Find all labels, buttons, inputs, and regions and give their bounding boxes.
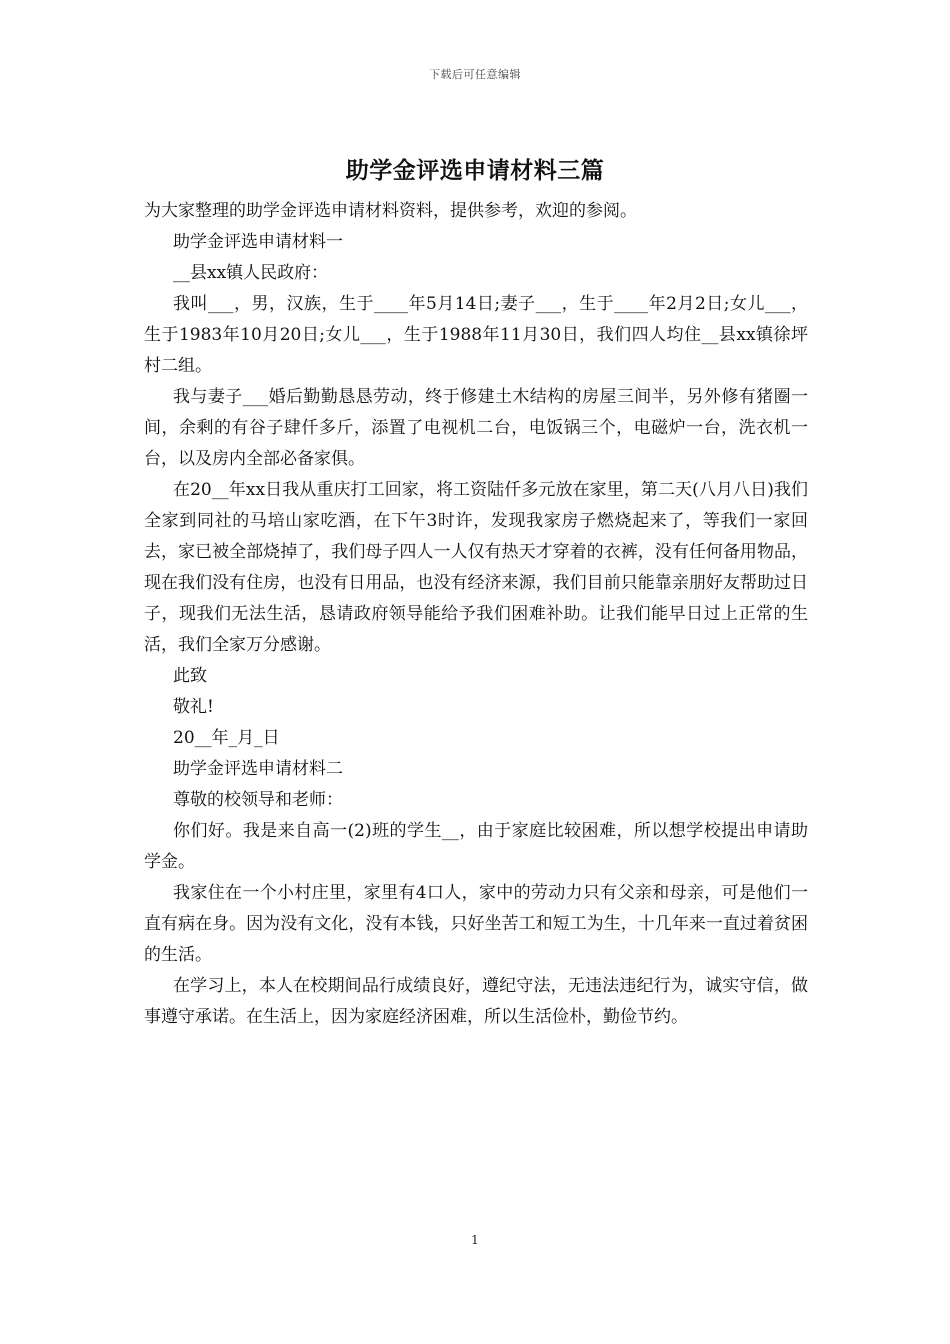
body-paragraph: 我家住在一个小村庄里，家里有4口人，家中的劳动力只有父亲和母亲，可是他们一直有病在身。因为没有文化，没有本钱，只好坐苦工和短工为生，十几年来一直过着贫困的生活。	[144, 883, 808, 965]
page-number: 1	[471, 1233, 479, 1247]
header-note: 下载后可任意编辑	[429, 68, 521, 81]
body-paragraph: 在20__年xx日我从重庆打工回家，将工资陆仟多元放在家里，第二天(八月八日)我们全家到同社的马培山家吃酒，在下午3时许，发现我家房子燃烧起来了，等我们一家回去，家已被全部烧掉了，我们母子四人一人仅有热天才穿着的衣裤，没有任何备用物品，现在我们没有住房，也没有日用品，也没有经济来源，我们目前只能靠亲朋好友帮助过日子，现我们无法生活，恳请政府领导能给予我们困难补助。让我们能早日过上正常的生活，我们全家万分感谢。	[144, 480, 808, 655]
section-heading-two: 助学金评选申请材料二	[173, 759, 343, 779]
closing-jingli: 敬礼!	[173, 697, 214, 717]
salutation-government: __县xx镇人民政府：	[173, 263, 329, 283]
document-title: 助学金评选申请材料三篇	[345, 157, 605, 184]
section-heading-one: 助学金评选申请材料一	[173, 232, 343, 252]
closing-cizhi: 此致	[173, 666, 207, 686]
intro-paragraph: 为大家整理的助学金评选申请材料资料，提供参考，欢迎的参阅。	[144, 201, 637, 221]
date-line: 20__年_月_日	[173, 728, 280, 748]
body-paragraph: 我叫___，男，汉族，生于____年5月14日;妻子___，生于____年2月2日;女儿___，生于1983年10月20日;女儿___，生于1988年11月30日，我们四人均住__县xx镇徐坪村二组。	[144, 294, 808, 376]
body-paragraph: 你们好。我是来自高一(2)班的学生__，由于家庭比较困难，所以想学校提出申请助学金。	[144, 821, 808, 872]
body-paragraph: 我与妻子___婚后勤勤恳恳劳动，终于修建土木结构的房屋三间半，另外修有猪圈一间，余剩的有谷子肆仟多斤，添置了电视机二台，电饭锅三个，电磁炉一台，洗衣机一台，以及房内全部必备家俱。	[144, 387, 808, 469]
document-body	[144, 196, 808, 1033]
salutation-school: 尊敬的校领导和老师：	[173, 790, 343, 810]
body-paragraph: 在学习上，本人在校期间品行成绩良好，遵纪守法，无违法违纪行为，诚实守信，做事遵守承诺。在生活上，因为家庭经济困难，所以生活俭朴，勤俭节约。	[144, 976, 808, 1027]
